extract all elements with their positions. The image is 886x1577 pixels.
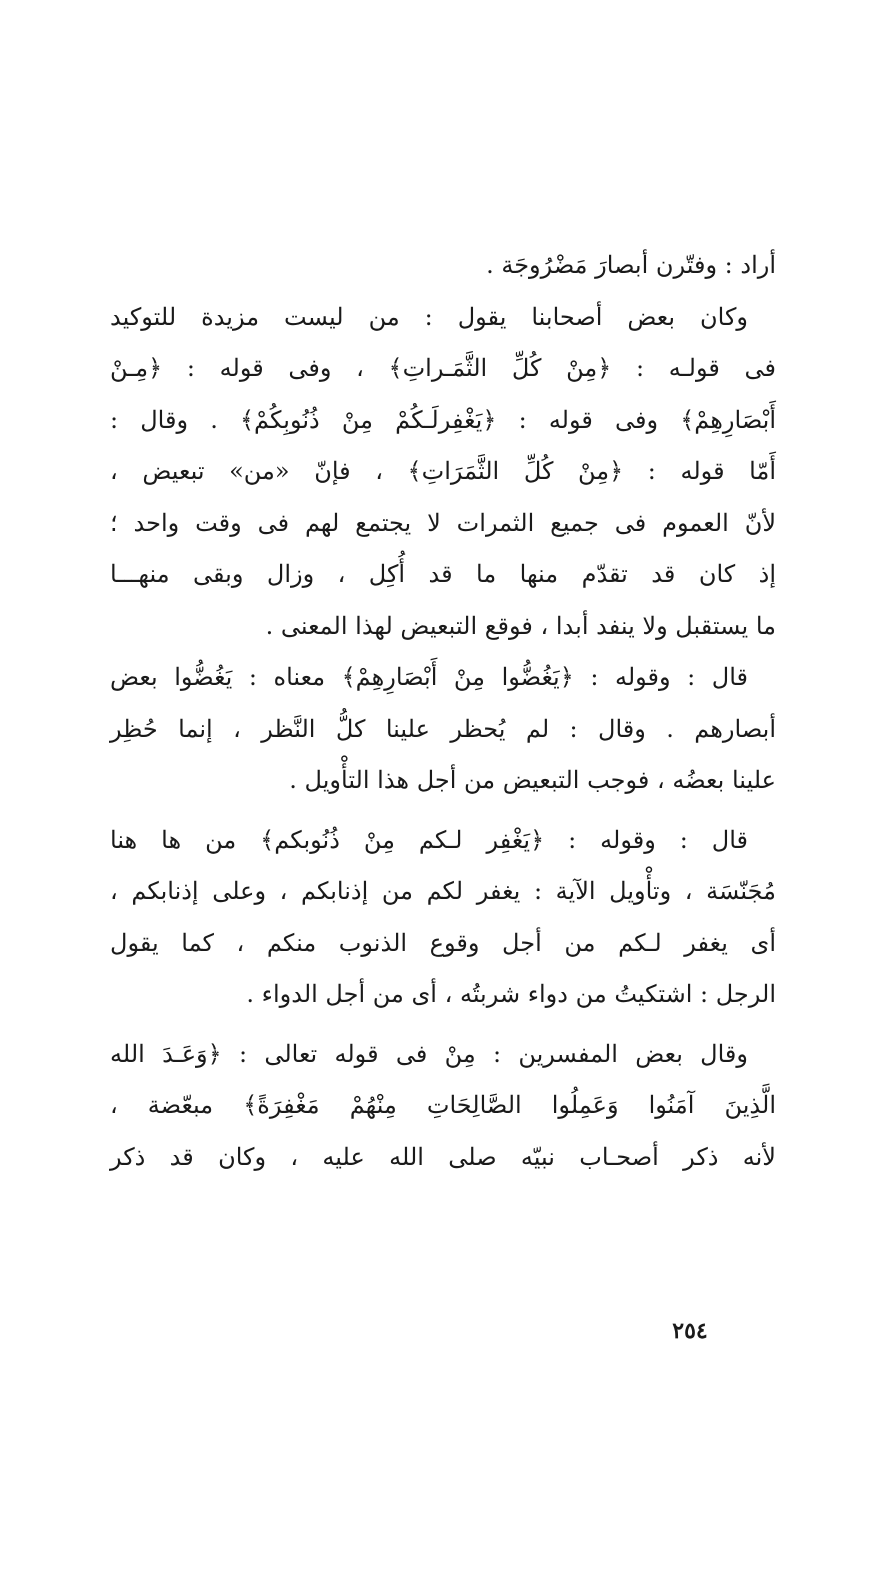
page-number: ٢٥٤: [672, 1318, 708, 1344]
text-line: أبصارهم . وقال : لم يُحظر علينا كلُّ النَّظر ، إنما حُظِر: [110, 714, 776, 743]
text-line: وكان بعض أصحابنا يقول : من ليست مزيدة للتوكيد: [110, 302, 748, 331]
text-line: مُجَنّسَة ، وتأْويل الآية : يغفر لكم من إذنابكم ، وعلى إذنابكم ،: [110, 877, 776, 905]
text-line: علينا بعضُه ، فوجب التبعيض من أجل هذا التأْويل .: [289, 766, 776, 794]
text-line: إذ كان قد تقدّم منها ما قد أُكِل ، وزال وبقى منهـــا: [110, 560, 776, 588]
text-line: فى قولـه : ﴿مِنْ كُلِّ الثَّمَـراتِ﴾ ، وفى قوله : ﴿مِـنْ: [110, 354, 776, 382]
text-line: لأنه ذكر أصحـاب نبيّه صلى الله عليه ، وكان قد ذكر: [110, 1142, 776, 1171]
text-line: أَمّا قوله : ﴿مِنْ كُلِّ الثَّمَرَاتِ﴾ ، فإنّ «من» تبعيض ،: [110, 457, 776, 485]
text-line: ما يستقبل ولا ينفد أبدا ، فوقع التبعيض لهذا المعنى .: [265, 611, 776, 640]
text-line: وقال بعض المفسرين : مِنْ فى قوله تعالى : ﴿وَعَـدَ الله: [110, 1039, 748, 1068]
text-line: الَّذِينَ آمَنُوا وَعَمِلُوا الصَّالِحَاتِ مِنْهُمْ مَغْفِرَةً﴾ مبعّضة ،: [110, 1091, 776, 1119]
text-line: قال : وقوله : ﴿يَغُضُّوا مِنْ أَبْصَارِهِمْ﴾ معناه : يَغُضُّوا بعض: [110, 663, 748, 691]
text-line: أَبْصَارِهِمْ﴾ وفى قوله : ﴿يَغْفِرلَـكُمْ مِنْ ذُنُوبِكُمْ﴾ . وقال :: [110, 405, 776, 434]
text-line: أى يغفر لـكم من أجل وقوع الذنوب منكم ، كما يقول: [110, 928, 776, 957]
text-line: أراد : وفتّرن أبصارَ مَضْرُوجَة .: [486, 251, 776, 279]
text-line: لأنّ العموم فى جميع الثمرات لا يجتمع لهم فى وقت واحد ؛: [110, 508, 776, 537]
text-line: قال : وقوله : ﴿يَغْفِر لـكم مِنْ ذُنُوبكم﴾ من ها هنا: [110, 825, 748, 854]
text-line: الرجل : اشتكيتُ من دواء شربتُه ، أى من أجل الدواء .: [246, 980, 776, 1008]
body-text: [110, 240, 776, 1183]
